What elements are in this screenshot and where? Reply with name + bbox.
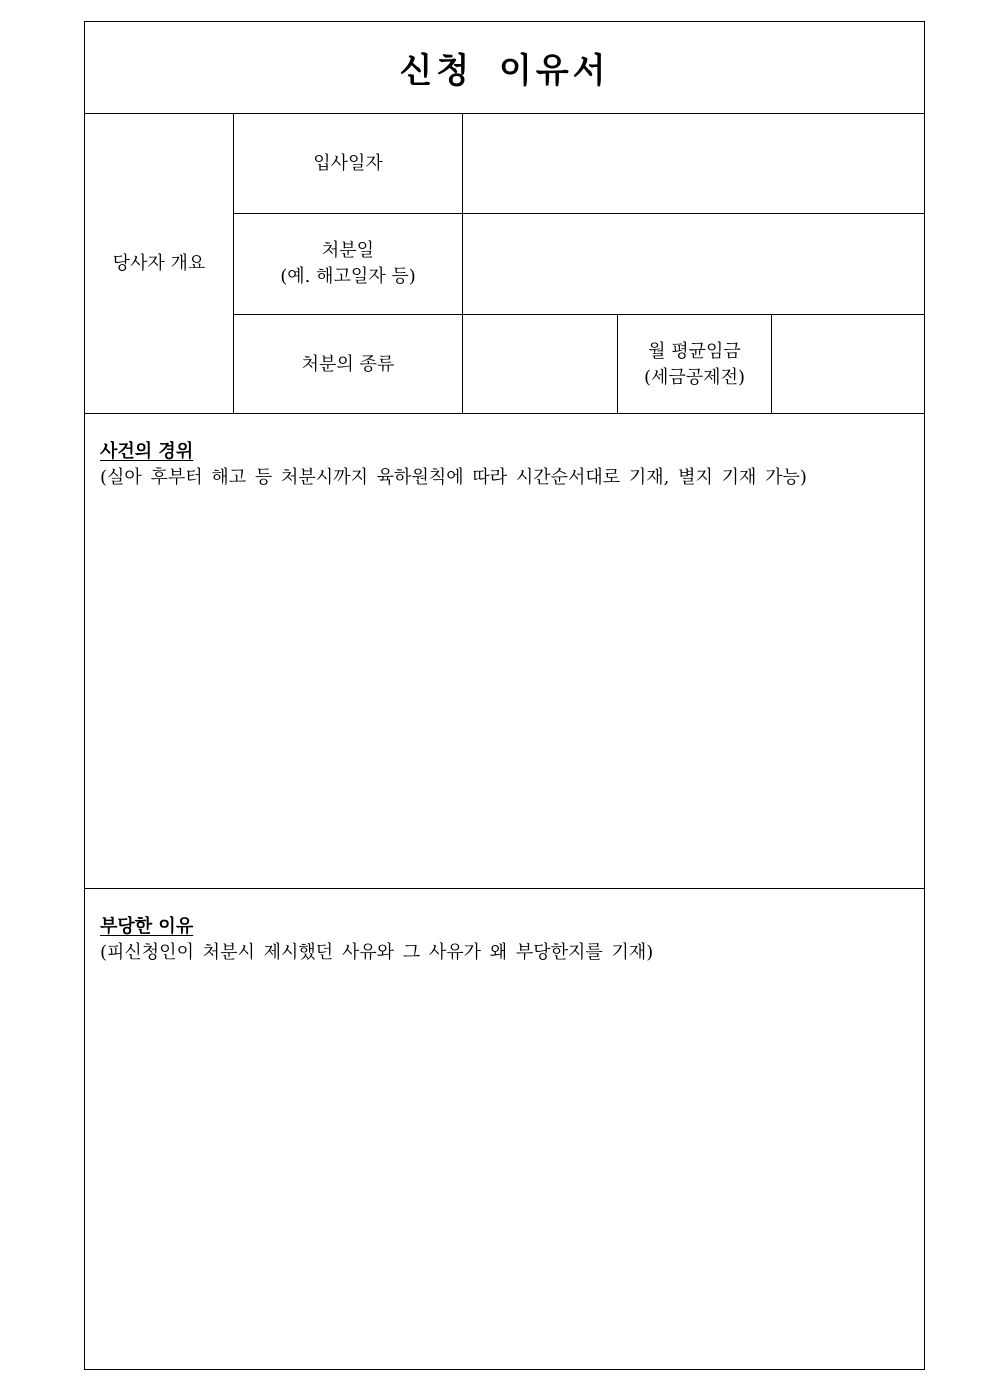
- unfair-reason-heading: 부당한 이유: [100, 916, 194, 937]
- form-title: 신청 이유서: [399, 51, 610, 91]
- application-reason-form: [84, 21, 925, 1370]
- disposition-date-field[interactable]: [463, 214, 924, 314]
- facts-section[interactable]: [85, 414, 924, 888]
- disposition-date-sublabel: (예. 해고일자 등): [280, 266, 416, 287]
- monthly-wage-label-cell: [618, 315, 771, 414]
- title-row: [85, 22, 924, 114]
- hire-date-label-cell: [234, 114, 462, 213]
- unfair-reason-note: (피신청인이 처분시 제시했던 사유와 그 사유가 왜 부당한지를 기재): [100, 942, 654, 963]
- facts-heading: 사건의 경위: [100, 441, 194, 462]
- disposition-type-label-cell: [234, 315, 462, 414]
- disposition-type-field[interactable]: [463, 315, 617, 414]
- disposition-type-label: 처분의 종류: [301, 353, 395, 375]
- monthly-wage-label: 월 평균임금: [648, 340, 741, 362]
- monthly-wage-sublabel: (세금공제전): [644, 366, 745, 388]
- party-overview-label: 당사자 개요: [112, 253, 206, 274]
- unfair-reason-section[interactable]: [85, 889, 924, 1369]
- hire-date-label: 입사일자: [313, 152, 383, 174]
- party-overview-label-cell: [85, 114, 233, 414]
- monthly-wage-field[interactable]: [772, 315, 924, 414]
- facts-note: (실아 후부터 해고 등 처분시까지 육하원칙에 따라 시간순서대로 기재, 별지 기재 가능): [100, 467, 807, 488]
- hire-date-field[interactable]: [463, 114, 924, 213]
- disposition-date-label-cell: [234, 214, 462, 314]
- disposition-date-label: 처분일: [321, 240, 375, 261]
